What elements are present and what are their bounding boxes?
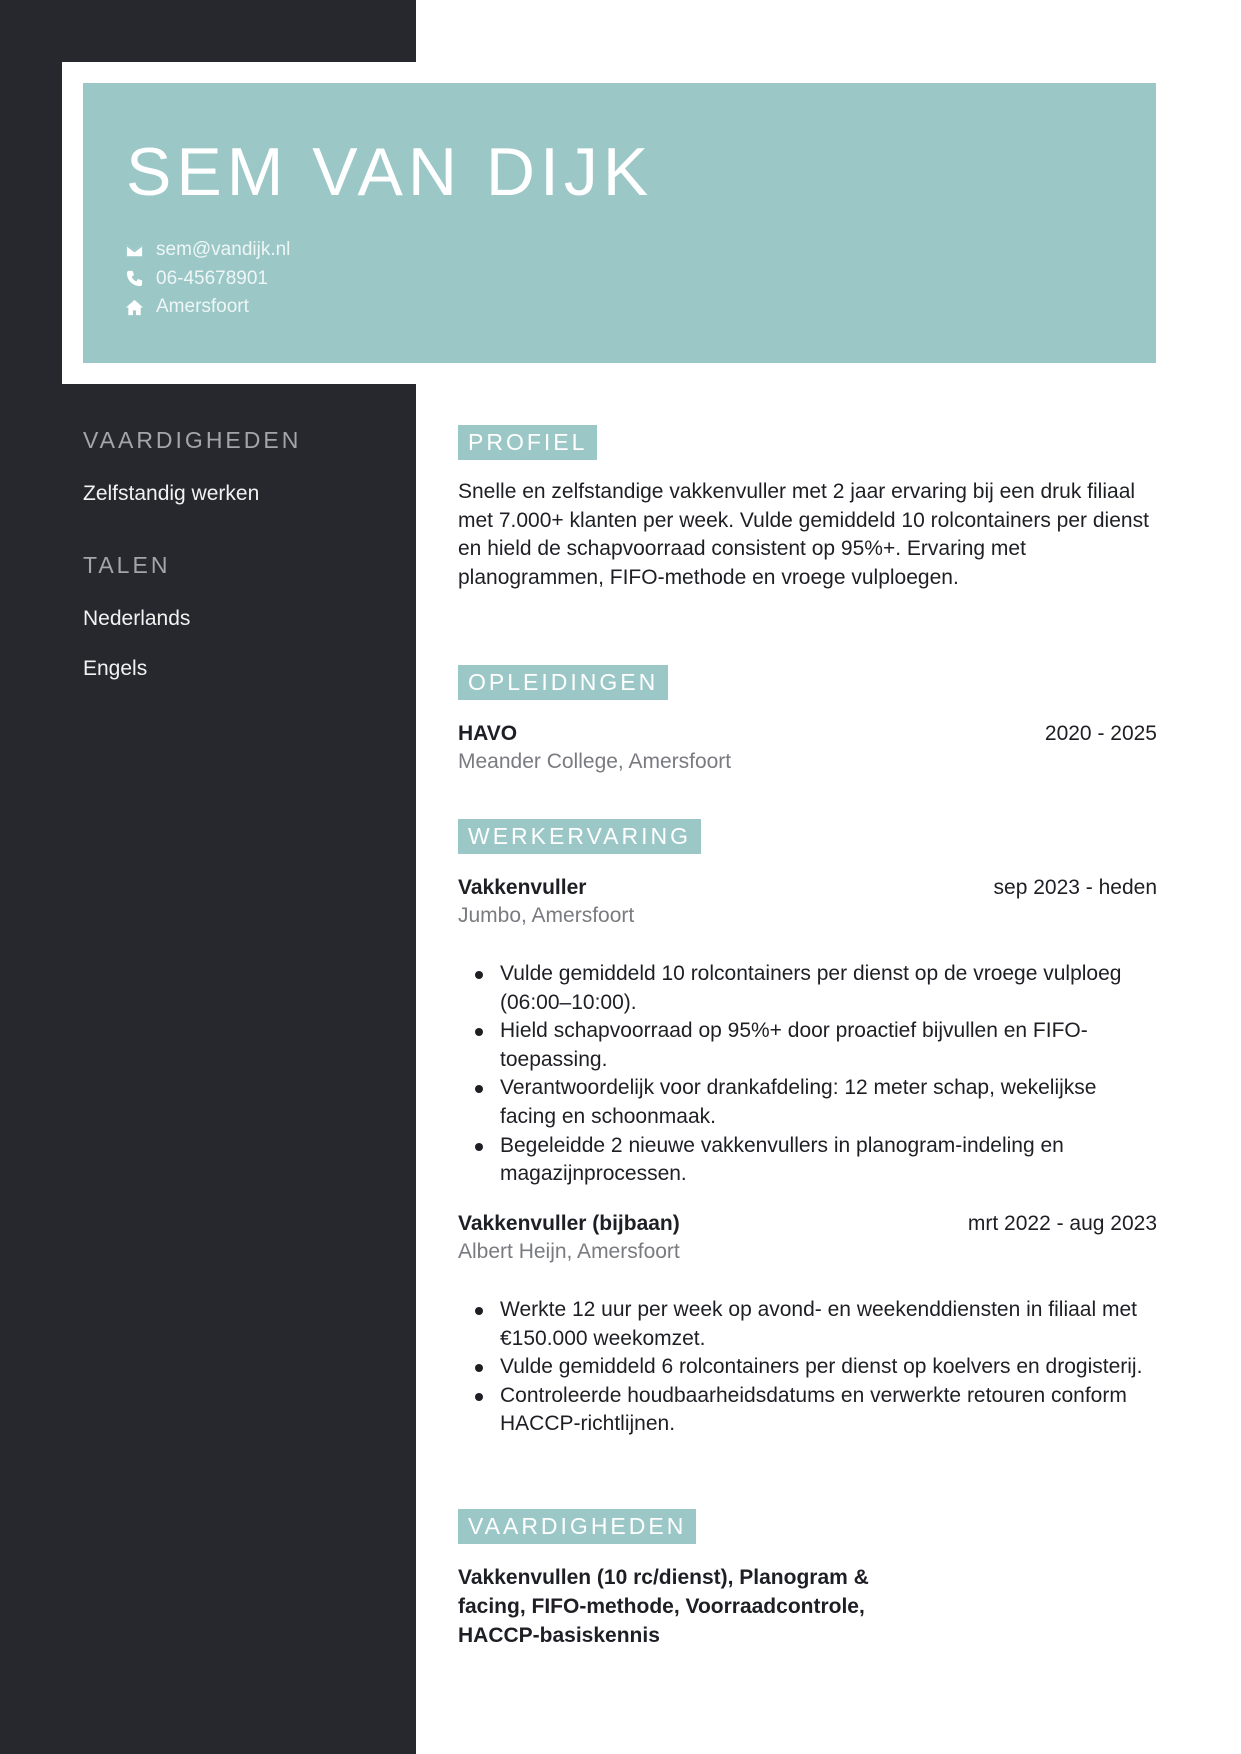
job-title: Vakkenvuller (bijbaan) bbox=[458, 1212, 680, 1235]
skills-list: Vakkenvullen (10 rc/dienst), Planogram & facing, FIFO-methode, Voorraadcontrole, HACCP-basiskennis bbox=[458, 1566, 869, 1647]
job-bullet: Verantwoordelijk voor drankafdeling: 12 meter schap, wekelijkse facing en schoonmaak. bbox=[458, 1074, 1158, 1131]
job-title: Vakkenvuller bbox=[458, 876, 587, 899]
contact-email-text: sem@vandijk.nl bbox=[156, 239, 291, 261]
education-institution: Meander College, Amersfoort bbox=[458, 750, 732, 773]
experience-heading: WERKERVARING bbox=[458, 819, 701, 854]
job-bullet-list bbox=[458, 1296, 1158, 1439]
envelope-icon bbox=[124, 240, 144, 260]
contact-location-text: Amersfoort bbox=[156, 296, 249, 318]
sidebar-skills-heading: VAARDIGHEDEN bbox=[83, 427, 302, 453]
sidebar-language-item: Nederlands bbox=[83, 607, 191, 630]
sidebar-skill-item: Zelfstandig werken bbox=[83, 482, 260, 505]
contact-location bbox=[124, 293, 290, 322]
education-date: 2020 - 2025 bbox=[1044, 722, 1157, 745]
job-date: mrt 2022 - aug 2023 bbox=[967, 1212, 1157, 1235]
job-employer: Jumbo, Amersfoort bbox=[458, 904, 635, 927]
job-bullet: Hield schapvoorraad op 95%+ door proactief bijvullen en FIFO-toepassing. bbox=[458, 1017, 1158, 1074]
phone-icon bbox=[124, 269, 144, 289]
contact-phone[interactable] bbox=[124, 265, 290, 294]
candidate-name: SEM VAN DIJK bbox=[126, 134, 654, 210]
job-bullet: Werkte 12 uur per week op avond- en weekenddiensten in filiaal met €150.000 weekomzet. bbox=[458, 1296, 1158, 1353]
job-bullet: Begeleidde 2 nieuwe vakkenvullers in planogram-indeling en magazijnprocessen. bbox=[458, 1132, 1158, 1189]
education-title: HAVO bbox=[458, 722, 518, 745]
job-employer: Albert Heijn, Amersfoort bbox=[458, 1240, 680, 1263]
home-icon bbox=[124, 297, 144, 317]
sidebar-languages-heading: TALEN bbox=[83, 552, 171, 578]
job-bullet: Vulde gemiddeld 10 rolcontainers per dienst op de vroege vulploeg (06:00–10:00). bbox=[458, 960, 1158, 1017]
job-bullet: Vulde gemiddeld 6 rolcontainers per dienst op koelvers en drogisterij. bbox=[458, 1353, 1158, 1382]
job-bullet: Controleerde houdbaarheidsdatums en verwerkte retouren conform HACCP-richtlijnen. bbox=[458, 1382, 1158, 1439]
contact-list bbox=[124, 236, 290, 322]
job-date: sep 2023 - heden bbox=[993, 876, 1157, 899]
skills-heading: VAARDIGHEDEN bbox=[458, 1509, 696, 1544]
profile-heading: PROFIEL bbox=[458, 425, 597, 460]
contact-email[interactable] bbox=[124, 236, 290, 265]
contact-phone-text: 06-45678901 bbox=[156, 267, 268, 289]
job-bullet-list bbox=[458, 960, 1158, 1189]
profile-summary: Snelle en zelfstandige vakkenvuller met 2 jaar ervaring bij een druk filiaal met 7.000+ klanten per week. Vulde gemiddeld 10 rolcontainers per dienst en hield de schapvoorraad consistent op 95%+. Ervaring met planogrammen, FIFO-methode en vroege vulploegen. bbox=[458, 480, 1149, 589]
sidebar-language-item: Engels bbox=[83, 657, 148, 680]
education-heading: OPLEIDINGEN bbox=[458, 665, 668, 700]
